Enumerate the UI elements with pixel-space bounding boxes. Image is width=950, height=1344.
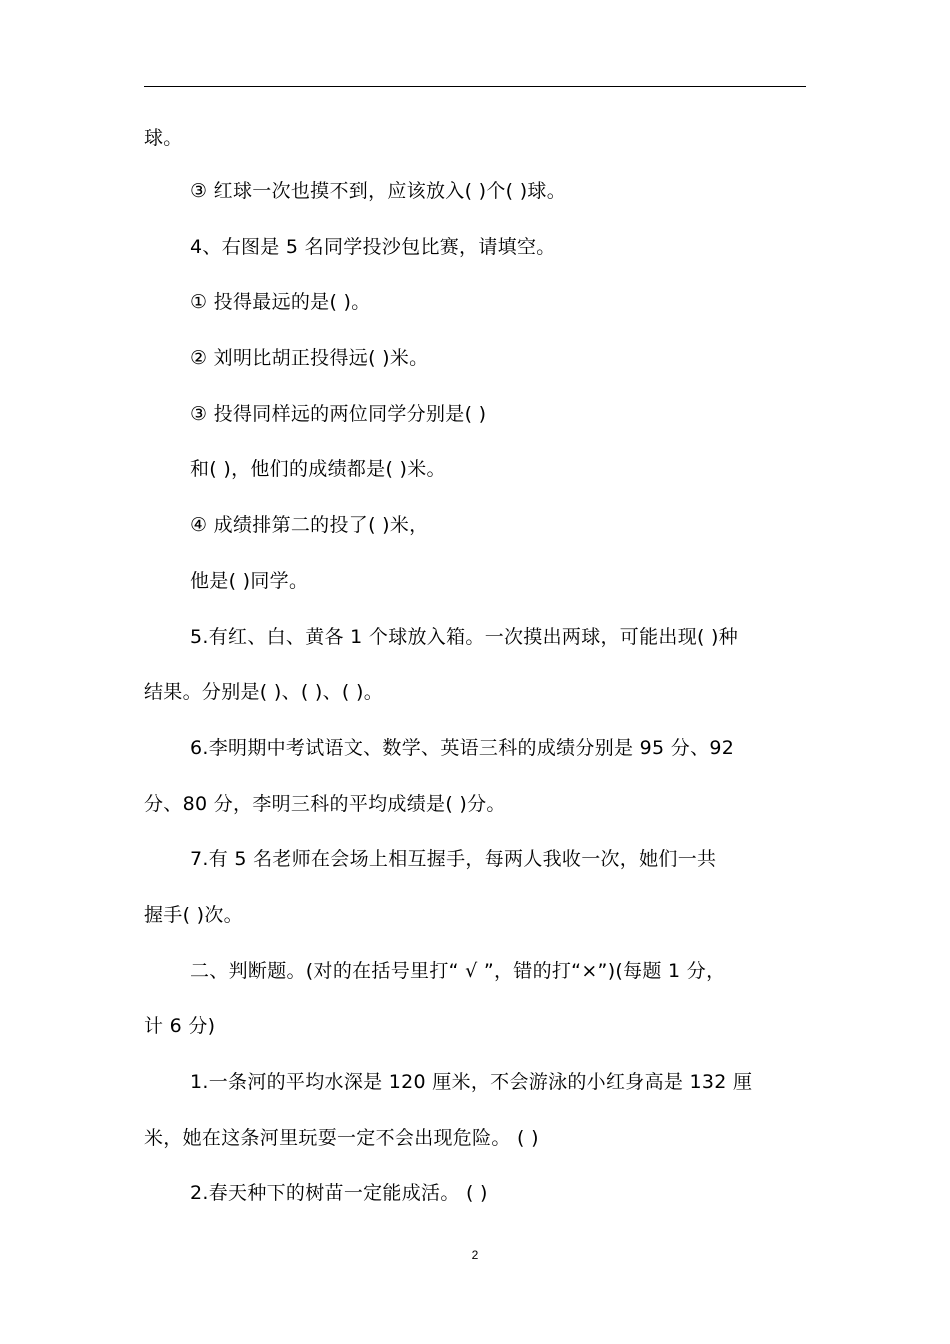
text-line: 二、判断题。(对的在括号里打“ √ ”，错的打“×”)(每题 1 分， <box>190 960 726 982</box>
text-line: 结果。分别是( )、( )、( )。 <box>144 681 383 703</box>
header-rule <box>144 86 806 87</box>
text-line: 4、右图是 5 名同学投沙包比赛，请填空。 <box>190 236 556 258</box>
text-line: ① 投得最远的是( )。 <box>190 291 371 313</box>
text-line: 1.一条河的平均水深是 120 厘米，不会游泳的小红身高是 132 厘 <box>190 1071 753 1093</box>
page-number: 2 <box>471 1248 479 1262</box>
text-line: ③ 投得同样远的两位同学分别是( ) <box>190 403 487 425</box>
text-line: 球。 <box>144 127 183 149</box>
text-line: 6.李明期中考试语文、数学、英语三科的成绩分别是 95 分、92 <box>190 737 735 759</box>
text-line: ③ 红球一次也摸不到，应该放入( )个( )球。 <box>190 180 567 202</box>
text-line: 2.春天种下的树苗一定能成活。 ( ) <box>190 1182 488 1204</box>
text-line: 7.有 5 名老师在会场上相互握手，每两人我收一次，她们一共 <box>190 848 717 870</box>
text-line: ② 刘明比胡正投得远( )米。 <box>190 347 429 369</box>
text-line: 计 6 分) <box>144 1015 216 1037</box>
text-line: 分、80 分，李明三科的平均成绩是( )分。 <box>144 793 506 815</box>
text-line: 5.有红、白、黄各 1 个球放入箱。一次摸出两球，可能出现( )种 <box>190 626 739 648</box>
text-line: 和( )，他们的成绩都是( )米。 <box>190 458 446 480</box>
text-line: ④ 成绩排第二的投了( )米， <box>190 514 429 536</box>
text-line: 握手( )次。 <box>144 904 243 926</box>
text-line: 他是( )同学。 <box>190 570 309 592</box>
text-line: 米，她在这条河里玩耍一定不会出现危险。 ( ) <box>144 1127 539 1149</box>
